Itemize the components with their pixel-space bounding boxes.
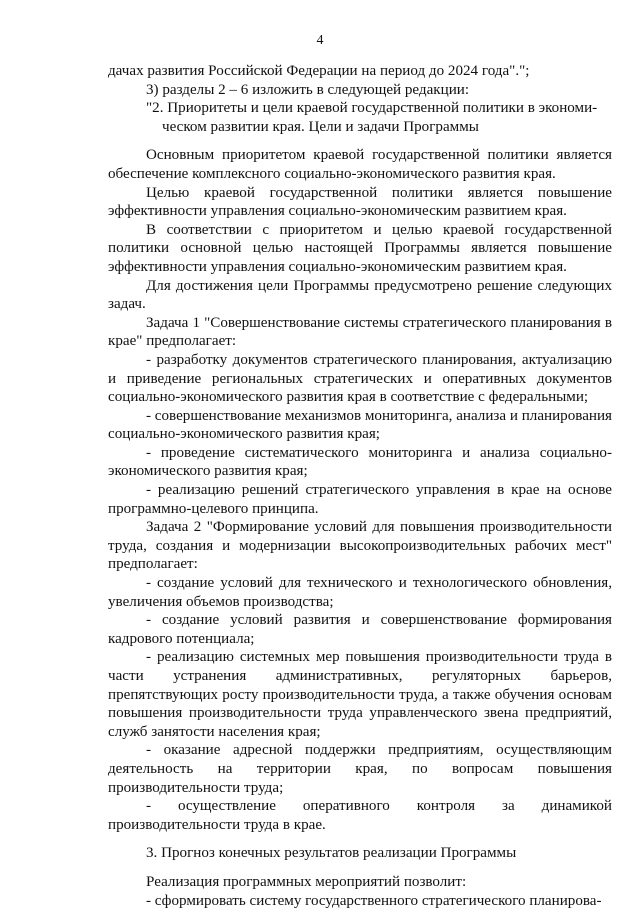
paragraph: Задача 1 "Совершенствование системы стратегического планирования в крае" предполагает: (108, 314, 612, 350)
paragraph: 3) разделы 2 – 6 изложить в следующей редакции: (146, 81, 470, 98)
paragraph: - сформировать систему государственного стратегического планирова- (146, 892, 602, 909)
spacer (108, 863, 612, 873)
spacer (108, 136, 612, 146)
paragraph: Основным приоритетом краевой государственной политики является обеспечение комплексного социально-экономического развития края. (108, 147, 612, 182)
paragraph: Целью краевой государственной политики является повышение эффективности управления социально-экономическим развитием края. (108, 184, 612, 220)
paragraph: - создание условий для технического и технологического обновления, увеличения объемов производства; (108, 575, 612, 610)
page-number: 4 (316, 33, 324, 48)
paragraph: - осуществление оперативного контроля за динамикой производительности труда в крае. (108, 798, 612, 833)
paragraph: Для достижения цели Программы предусмотрено решение следующих задач. (108, 277, 612, 313)
paragraph: - реализацию системных мер повышения производительности труда в части устранения административных, регуляторных барьеров, препятствующих росту производительности труда, а также обучения основам повышения производительности труда управленческого звена предприятий, служб занятости населения края; (108, 649, 612, 740)
section-heading-2-line2: ческом развитии края. Цели и задачи Программы (162, 118, 479, 135)
section-heading-2 (108, 99, 612, 136)
document-body (108, 62, 612, 910)
paragraph: - создание условий развития и совершенствование формирования кадрового потенциала; (108, 612, 612, 647)
paragraph: - совершенствование механизмов мониторинга, анализа и планирования социально-экономического развития края; (108, 407, 612, 443)
paragraph: Реализация программных мероприятий позволит: (146, 873, 467, 890)
section-heading-3: 3. Прогноз конечных результатов реализации Программы (146, 845, 517, 862)
section-heading-2-line1: "2. Приоритеты и цели краевой государственной политики в экономи- (146, 100, 598, 117)
paragraph: Задача 2 "Формирование условий для повышения производительности труда, создания и модернизации высокопроизводительных рабочих мест" предполагает: (108, 519, 612, 573)
paragraph: - оказание адресной поддержки предприятиям, осуществляющим деятельность на территории края, по вопросам повышения производительности труда; (108, 742, 612, 796)
paragraph: дачах развития Российской Федерации на период до 2024 года"."; (108, 63, 530, 79)
paragraph: - разработку документов стратегического планирования, актуализацию и приведение региональных стратегических и оперативных документов социально-экономического развития края в соответствие с федеральными; (108, 351, 612, 406)
paragraph: - реализацию решений стратегического управления в крае на основе программно-целевого принципа. (108, 482, 612, 517)
paragraph: В соответствии с приоритетом и целью краевой государственной политики основной целью настоящей Программы является повышение эффективности управления социально-экономическим развитием края. (108, 221, 612, 275)
paragraph: - проведение систематического мониторинга и анализа социально-экономического развития края; (108, 444, 612, 480)
spacer (108, 834, 612, 844)
